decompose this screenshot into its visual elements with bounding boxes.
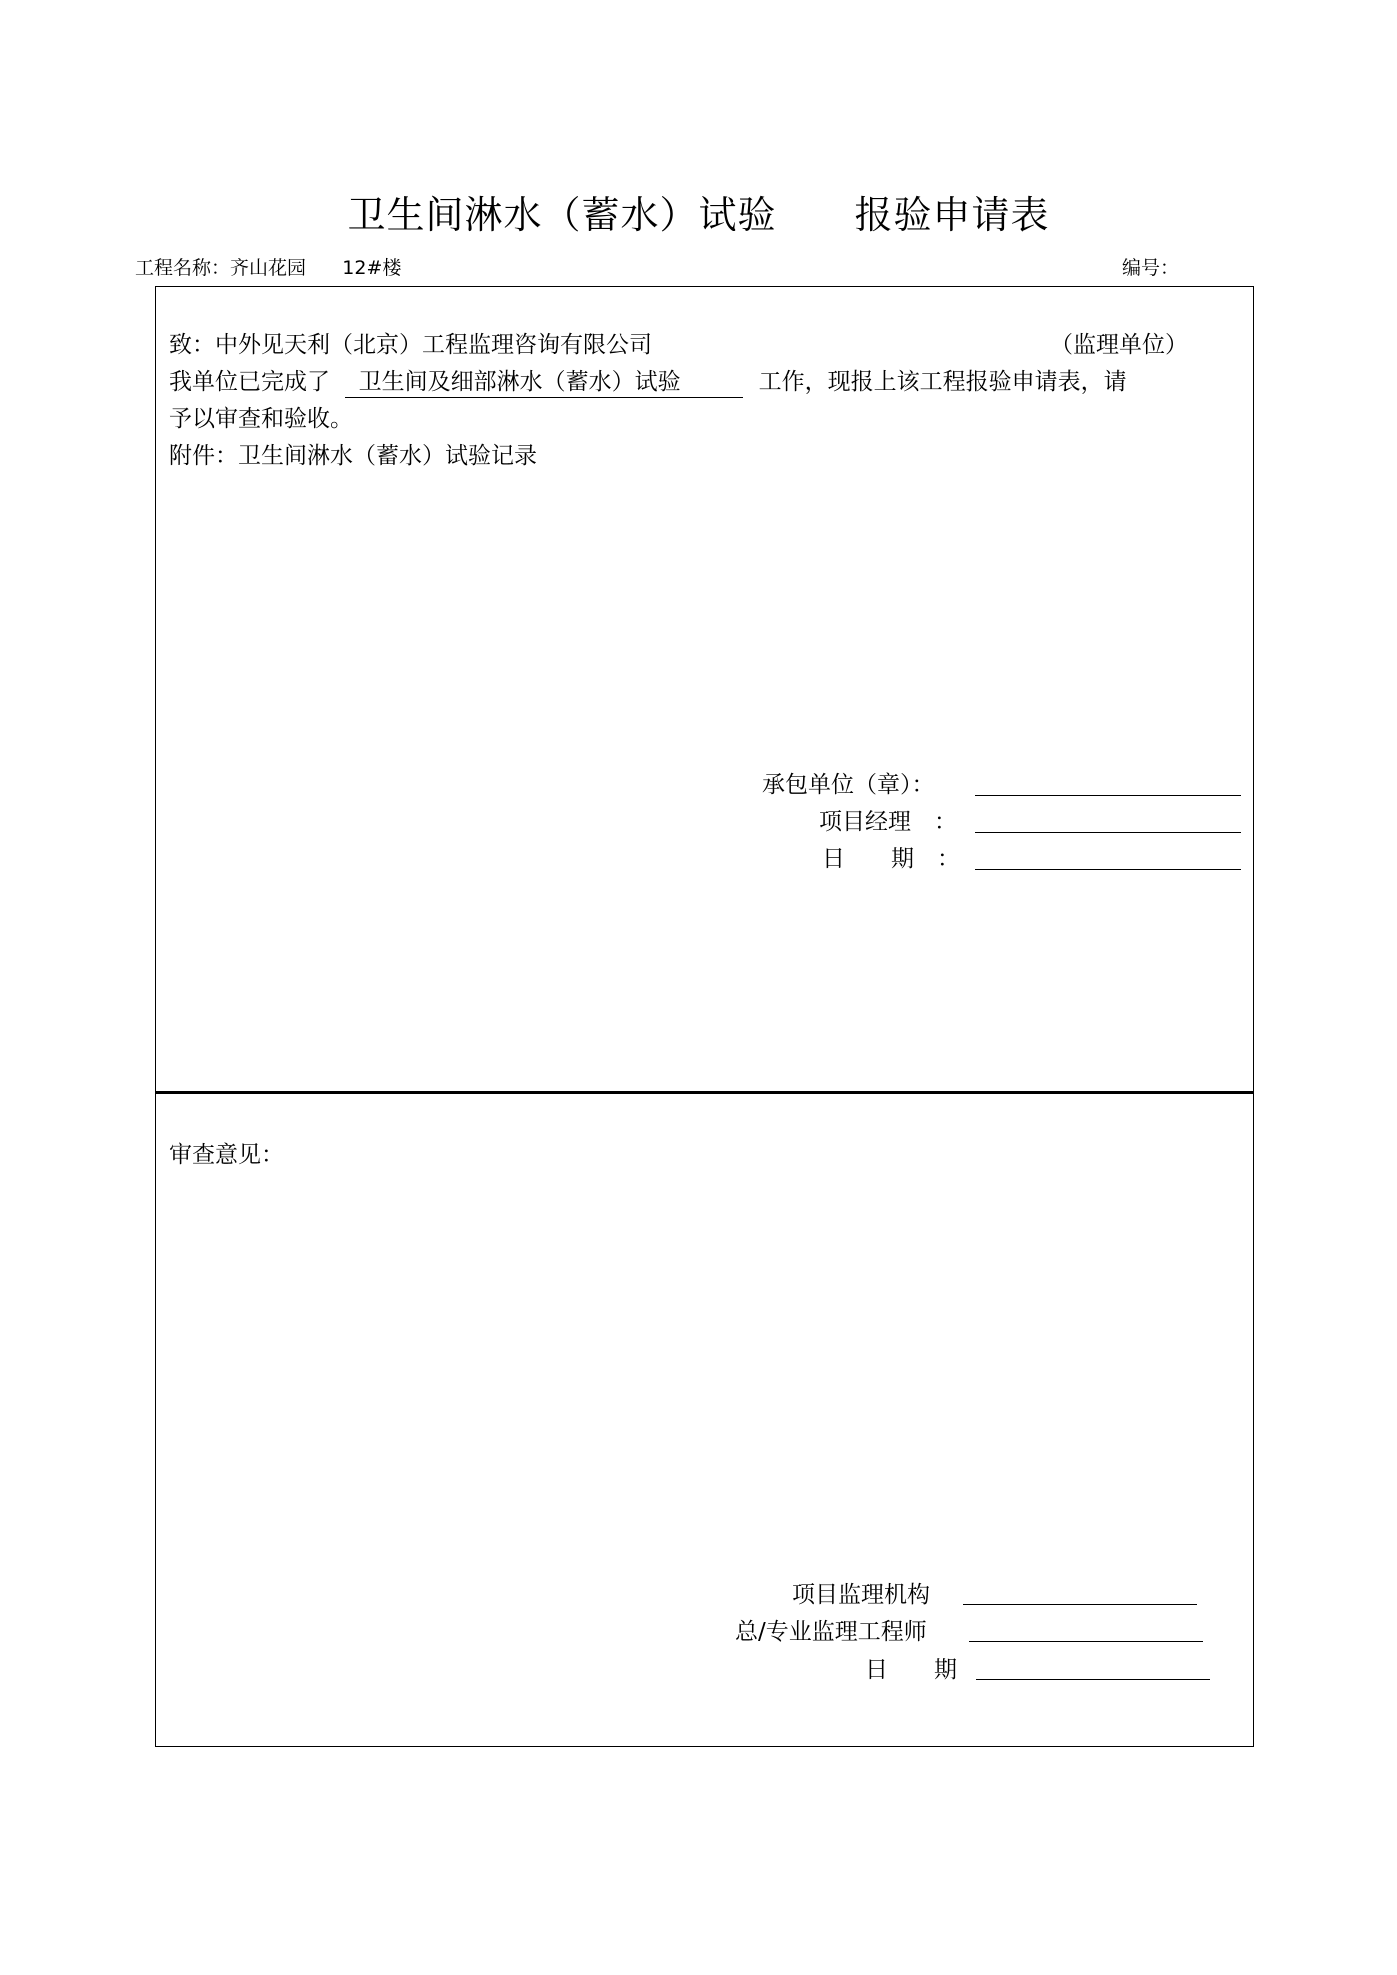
review-opinion-label: 审查意见： (169, 1142, 284, 1168)
project-name-label: 工程名称： (135, 257, 231, 279)
completion-continuation: 予以审查和验收。 (169, 406, 353, 432)
completion-suffix: 工作，现报上该工程报验申请表，请 (758, 369, 1127, 395)
completion-prefix: 我单位已完成了 (169, 369, 330, 395)
completion-line (169, 363, 1127, 398)
contractor-seal-field[interactable] (975, 795, 1241, 796)
review-section (155, 1091, 1254, 1747)
project-name-value: 齐山花园 (230, 257, 307, 279)
addressee-prefix: 致： (169, 332, 215, 358)
supervision-company: 中外见天利（北京）工程监理咨询有限公司 (215, 332, 652, 358)
application-date-label: 日 期 ： (822, 846, 960, 872)
project-manager-label: 项目经理 ： (819, 809, 957, 835)
application-date-field[interactable] (975, 869, 1241, 870)
supervising-engineer-label: 总/专业监理工程师 (735, 1619, 927, 1645)
project-manager-field[interactable] (975, 832, 1241, 833)
building-number: 12#楼 (342, 257, 402, 279)
review-date-label: 日 期 (865, 1657, 957, 1683)
addressee-line (169, 326, 652, 359)
contractor-seal-label: 承包单位（章）： (762, 772, 935, 798)
completed-work-field[interactable]: 卫生间及细部淋水（蓄水）试验 (345, 367, 743, 398)
project-info (135, 253, 401, 280)
supervision-org-label: 项目监理机构 (792, 1582, 930, 1608)
supervision-org-field[interactable] (963, 1604, 1197, 1605)
supervision-unit-suffix: （监理单位） (1050, 332, 1188, 358)
page-title: 卫生间淋水（蓄水）试验 报验申请表 (347, 193, 1050, 237)
review-date-field[interactable] (976, 1679, 1210, 1680)
attachment-label: 附件： (169, 443, 238, 469)
serial-number-label: 编号： (1122, 257, 1180, 279)
attachment-value: 卫生间淋水（蓄水）试验记录 (238, 443, 537, 469)
attachment-line (169, 437, 537, 470)
supervising-engineer-field[interactable] (969, 1641, 1203, 1642)
